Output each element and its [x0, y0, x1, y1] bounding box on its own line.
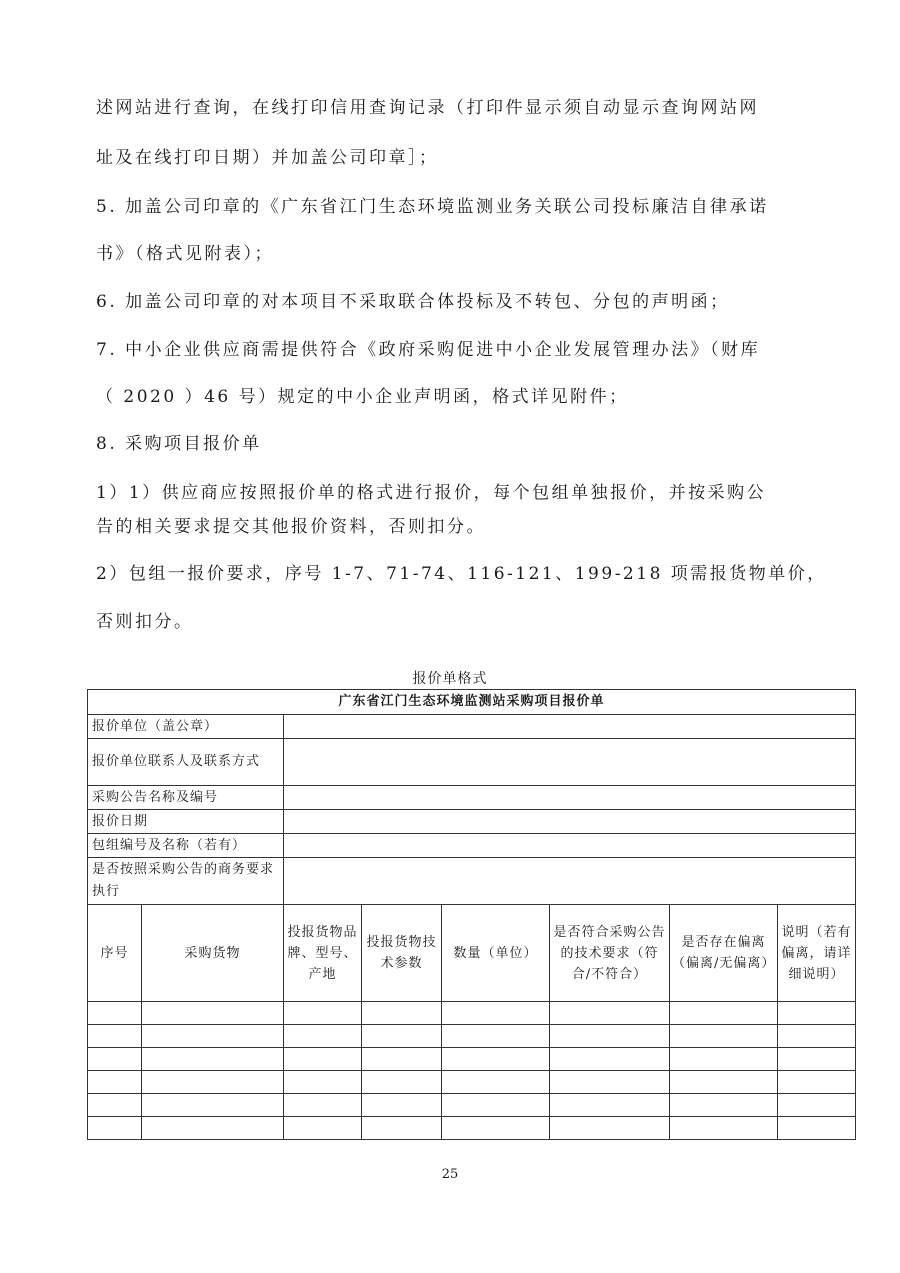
table-title: 广东省江门生态环境监测站采购项目报价单 — [88, 690, 856, 715]
table-cell[interactable] — [284, 1025, 362, 1048]
quote-form-table — [87, 689, 856, 1140]
info-row — [88, 786, 856, 810]
info-row — [88, 834, 856, 858]
column-header: 说明（若有偏离，请详细说明） — [778, 905, 856, 1002]
empty-data-row — [88, 1048, 856, 1071]
table-cell[interactable] — [442, 1117, 550, 1140]
info-value-cell[interactable] — [284, 739, 856, 786]
info-label: 是否按照采购公告的商务要求执行 — [88, 858, 284, 905]
table-cell[interactable] — [670, 1071, 778, 1094]
table-caption: 报价单格式 — [412, 671, 488, 687]
info-label: 采购公告名称及编号 — [88, 786, 284, 810]
paragraph-line: 告的相关要求提交其他报价资料，否则扣分。 — [96, 517, 486, 537]
column-header: 投报货物品牌、型号、产地 — [284, 905, 362, 1002]
paragraph-line: 6. 加盖公司印章的对本项目不采取联合体投标及不转包、分包的声明函； — [96, 292, 730, 312]
table-cell[interactable] — [778, 1002, 856, 1025]
paragraph-line: 8. 采购项目报价单 — [96, 434, 262, 454]
column-header: 投报货物技术参数 — [362, 905, 442, 1002]
table-cell[interactable] — [550, 1094, 670, 1117]
table-cell[interactable] — [284, 1071, 362, 1094]
table-cell[interactable] — [88, 1002, 142, 1025]
column-header-row — [88, 905, 856, 1002]
table-cell[interactable] — [284, 1094, 362, 1117]
info-row — [88, 715, 856, 739]
info-label: 报价单位（盖公章） — [88, 715, 284, 739]
paragraph-line: 述网站进行查询，在线打印信用查询记录（打印件显示须自动显示查询网站网 — [96, 98, 759, 118]
table-cell[interactable] — [778, 1025, 856, 1048]
table-cell[interactable] — [142, 1071, 284, 1094]
table-cell[interactable] — [88, 1048, 142, 1071]
table-cell[interactable] — [670, 1002, 778, 1025]
table-cell[interactable] — [670, 1117, 778, 1140]
table-cell[interactable] — [442, 1025, 550, 1048]
info-value-cell[interactable] — [284, 810, 856, 834]
table-cell[interactable] — [778, 1071, 856, 1094]
paragraph-line: 1）1）供应商应按照报价单的格式进行报价，每个包组单独报价，并按采购公 — [96, 483, 767, 503]
info-value-cell[interactable] — [284, 786, 856, 810]
empty-data-row — [88, 1071, 856, 1094]
table-cell[interactable] — [670, 1048, 778, 1071]
table-cell[interactable] — [778, 1094, 856, 1117]
info-row — [88, 858, 856, 905]
column-header: 数量（单位） — [442, 905, 550, 1002]
column-header: 序号 — [88, 905, 142, 1002]
table-cell[interactable] — [362, 1002, 442, 1025]
table-title-row — [88, 690, 856, 715]
empty-data-row — [88, 1025, 856, 1048]
paragraph-line: （ 2020 ）46 号）规定的中小企业声明函，格式详见附件； — [96, 387, 629, 407]
paragraph-line: 7. 中小企业供应商需提供符合《政府采购促进中小企业发展管理办法》（财库 — [96, 340, 761, 360]
table-cell[interactable] — [670, 1094, 778, 1117]
info-label: 包组编号及名称（若有） — [88, 834, 284, 858]
info-value-cell[interactable] — [284, 834, 856, 858]
column-header: 是否符合采购公告的技术要求（符合/不符合） — [550, 905, 670, 1002]
table-cell[interactable] — [284, 1002, 362, 1025]
table-cell[interactable] — [142, 1048, 284, 1071]
table-cell[interactable] — [550, 1071, 670, 1094]
table-cell[interactable] — [142, 1117, 284, 1140]
table-cell[interactable] — [284, 1117, 362, 1140]
table-cell[interactable] — [362, 1025, 442, 1048]
paragraph-line: 址及在线打印日期）并加盖公司印章］； — [96, 148, 439, 168]
table-cell[interactable] — [442, 1094, 550, 1117]
table-cell[interactable] — [284, 1048, 362, 1071]
column-header: 采购货物 — [142, 905, 284, 1002]
empty-data-row — [88, 1002, 856, 1025]
info-value-cell[interactable] — [284, 858, 856, 905]
table-cell[interactable] — [88, 1071, 142, 1094]
table-cell[interactable] — [362, 1048, 442, 1071]
table-cell[interactable] — [362, 1071, 442, 1094]
table-cell[interactable] — [442, 1002, 550, 1025]
table-cell[interactable] — [550, 1117, 670, 1140]
info-value-cell[interactable] — [284, 715, 856, 739]
paragraph-line: 5. 加盖公司印章的《广东省江门生态环境监测业务关联公司投标廉洁自律承诺 — [96, 197, 769, 217]
info-label: 报价日期 — [88, 810, 284, 834]
table-cell[interactable] — [442, 1071, 550, 1094]
table-cell[interactable] — [142, 1002, 284, 1025]
info-row — [88, 739, 856, 786]
page-number: 25 — [441, 1167, 459, 1182]
table-cell[interactable] — [670, 1025, 778, 1048]
paragraph-line: 书》（格式见附表）； — [96, 244, 274, 264]
table-cell[interactable] — [442, 1048, 550, 1071]
table-cell[interactable] — [362, 1117, 442, 1140]
paragraph-line: 2）包组一报价要求，序号 1-7、71-74、116-121、199-218 项需报货物单价， — [96, 564, 827, 584]
table-cell[interactable] — [362, 1094, 442, 1117]
table-cell[interactable] — [142, 1025, 284, 1048]
table-cell[interactable] — [88, 1117, 142, 1140]
table-cell[interactable] — [88, 1094, 142, 1117]
empty-data-row — [88, 1094, 856, 1117]
column-header: 是否存在偏离（偏离/无偏离） — [670, 905, 778, 1002]
table-cell[interactable] — [88, 1025, 142, 1048]
table-cell[interactable] — [550, 1002, 670, 1025]
table-cell[interactable] — [550, 1048, 670, 1071]
info-row — [88, 810, 856, 834]
info-label: 报价单位联系人及联系方式 — [88, 739, 284, 786]
table-cell[interactable] — [778, 1048, 856, 1071]
table-cell[interactable] — [778, 1117, 856, 1140]
table-cell[interactable] — [142, 1094, 284, 1117]
empty-data-row — [88, 1117, 856, 1140]
paragraph-line: 否则扣分。 — [96, 612, 194, 632]
table-cell[interactable] — [550, 1025, 670, 1048]
